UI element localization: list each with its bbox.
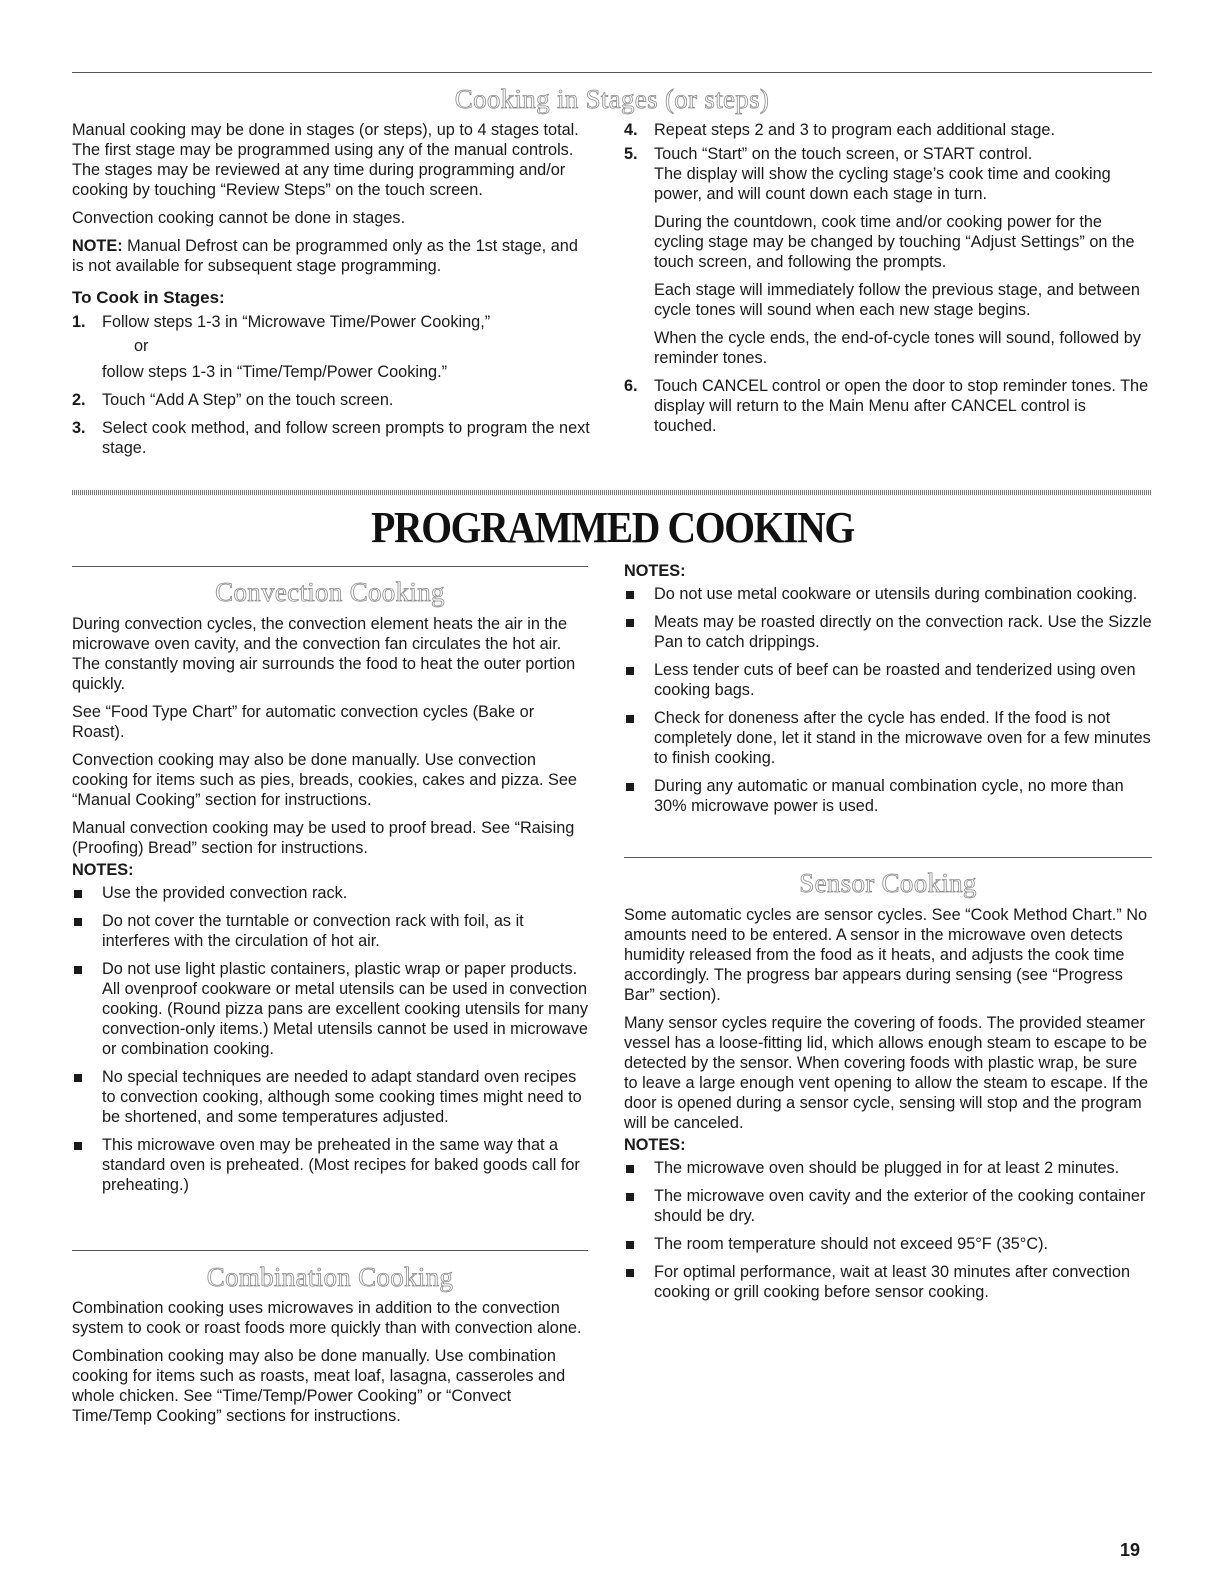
combination-notes-list (624, 584, 1152, 816)
convection-paragraph: During convection cycles, the convection element heats the air in the microwave oven cavity, and the convection fan circulates the hot air. The constantly moving air surrounds the food to heat the outer portion quickly. (72, 615, 576, 693)
note-item (624, 1158, 1152, 1178)
bullet-icon (74, 890, 82, 898)
bullet-icon (626, 1269, 634, 1277)
step-detail: Each stage will immediately follow the previous stage, and between cycle tones will sound when each new stage begins. (654, 281, 1140, 319)
step-item (72, 312, 592, 382)
step-detail: When the cycle ends, the end-of-cycle tones will sound, followed by reminder tones. (654, 329, 1141, 367)
stages-steps-right (624, 120, 1152, 436)
note-text: Meats may be roasted directly on the convection rack. Use the Sizzle Pan to catch drippings. (654, 613, 1152, 651)
note-text: During any automatic or manual combination cycle, no more than 30% microwave power is used. (654, 777, 1124, 815)
combination-notes-column (624, 561, 1152, 824)
step-text: Touch CANCEL control or open the door to stop reminder tones. The display will return to the Main Menu after CANCEL control is touched. (654, 377, 1149, 435)
note-text: This microwave oven may be preheated in the same way that a standard oven is preheated. (Most recipes for baked goods call for preheating.) (102, 1136, 580, 1194)
convection-paragraph: See “Food Type Chart” for automatic convection cycles (Bake or Roast). (72, 703, 535, 741)
step-number: 2. (72, 391, 86, 409)
sensor-notes-label: NOTES: (624, 1136, 686, 1154)
step-or: or (134, 337, 149, 355)
bullet-icon (74, 966, 82, 974)
convection-paragraph: Manual convection cooking may be used to proof bread. See “Raising (Proofing) Bread” section for instructions. (72, 819, 575, 857)
stages-note (72, 236, 592, 276)
note-item (624, 1234, 1152, 1254)
bullet-icon (626, 783, 634, 791)
step-number: 5. (624, 145, 638, 163)
step-text: Touch “Start” on the touch screen, or START control. (654, 145, 1033, 163)
bullet-icon (626, 1193, 634, 1201)
step-text: Repeat steps 2 and 3 to program each additional stage. (654, 121, 1055, 139)
step-number: 6. (624, 377, 638, 395)
step-item (72, 418, 592, 458)
step-text: Select cook method, and follow screen prompts to program the next stage. (102, 419, 590, 457)
bullet-icon (74, 918, 82, 926)
note-text: No special techniques are needed to adapt standard oven recipes to convection cooking, although some cooking times might need to be shortened, and some temperatures adjusted. (102, 1068, 582, 1126)
bullet-icon (626, 1241, 634, 1249)
note-label: NOTE: (72, 237, 123, 255)
note-item (624, 708, 1152, 768)
note-text: The microwave oven cavity and the exterior of the cooking container should be dry. (654, 1187, 1146, 1225)
note-item (624, 584, 1152, 604)
step-detail: During the countdown, cook time and/or cooking power for the cycling stage may be changed by touching “Adjust Settings” on the touch screen, and following the prompts. (654, 213, 1135, 271)
sensor-heading: Sensor Cooking (799, 868, 977, 898)
note-text: Check for doneness after the cycle has ended. If the food is not completely done, let it stand in the microwave oven for a few minutes to finish cooking. (654, 709, 1151, 767)
sensor-paragraph: Some automatic cycles are sensor cycles. See “Cook Method Chart.” No amounts need to be entered. A sensor in the microwave oven detects humidity released from the food as it heats, and adjusts the cook time accordingly. The progress bar appears during sensing (see “Progress Bar” section). (624, 906, 1148, 1004)
combination-column (72, 1298, 588, 1434)
step-item (624, 144, 1152, 368)
convection-notes-list (72, 883, 588, 1195)
step-number: 3. (72, 419, 86, 437)
stages-heading: Cooking in Stages (or steps) (454, 84, 770, 114)
note-text: The microwave oven should be plugged in for at least 2 minutes. (654, 1159, 1120, 1177)
combination-rule (72, 1250, 588, 1251)
note-item (624, 660, 1152, 700)
step-item (72, 390, 592, 410)
step-alt: follow steps 1-3 in “Time/Temp/Power Cooking.” (102, 363, 448, 381)
stages-convection-note: Convection cooking cannot be done in stages. (72, 209, 406, 227)
page-title: PROGRAMMED COOKING (371, 503, 854, 552)
sensor-column (624, 905, 1152, 1310)
stages-right-column (624, 120, 1152, 444)
step-item (624, 376, 1152, 436)
page-number: 19 (1119, 1540, 1140, 1560)
convection-paragraph: Convection cooking may also be done manually. Use convection cooking for items such as pies, breads, cookies, cakes and pizza. See “Manual Cooking” section for instructions. (72, 751, 577, 809)
bullet-icon (626, 1165, 634, 1173)
note-item (72, 1135, 588, 1195)
note-item (72, 883, 588, 903)
step-text: Follow steps 1-3 in “Microwave Time/Power Cooking,” (102, 313, 491, 331)
convection-column (72, 614, 588, 1203)
note-item (72, 911, 588, 951)
note-item (624, 1186, 1152, 1226)
note-text: For optimal performance, wait at least 30 minutes after convection cooking or grill cooking before sensor cooking. (654, 1263, 1130, 1301)
combination-paragraph: Combination cooking uses microwaves in addition to the convection system to cook or roast foods more quickly than with convection alone. (72, 1299, 582, 1337)
step-number: 4. (624, 121, 638, 139)
convection-notes-label: NOTES: (72, 861, 134, 879)
stages-left-column (72, 120, 592, 466)
note-item (624, 1262, 1152, 1302)
note-item (72, 1067, 588, 1127)
note-text: Less tender cuts of beef can be roasted and tenderized using oven cooking bags. (654, 661, 1136, 699)
note-item (72, 959, 588, 1059)
combination-heading: Combination Cooking (206, 1262, 454, 1292)
step-item (624, 120, 1152, 140)
bullet-icon (626, 591, 634, 599)
note-text: The room temperature should not exceed 95°F (35°C). (654, 1235, 1049, 1253)
stages-steps-left (72, 312, 592, 458)
section-divider (72, 490, 1152, 495)
top-rule (72, 72, 1152, 73)
note-text: Do not use light plastic containers, plastic wrap or paper products. All ovenproof cookware or metal utensils can be used in convection cooking. (Round pizza pans are excellent cooking utensils for many convection-only items.) Metal utensils cannot be used in microwave or combination cooking. (102, 960, 588, 1058)
convection-rule (72, 566, 588, 567)
step-number: 1. (72, 313, 86, 331)
bullet-icon (74, 1074, 82, 1082)
bullet-icon (626, 619, 634, 627)
note-text: Do not cover the turntable or convection rack with foil, as it interferes with the circulation of hot air. (102, 912, 524, 950)
combination-notes-label: NOTES: (624, 562, 686, 580)
stages-intro: Manual cooking may be done in stages (or steps), up to 4 stages total. The first stage may be programmed using any of the manual controls. The stages may be reviewed at any time during programming and/or cooking by touching “Review Steps” on the touch screen. (72, 121, 579, 199)
note-item (624, 776, 1152, 816)
convection-heading: Convection Cooking (215, 577, 445, 607)
note-text: Manual Defrost can be programmed only as the 1st stage, and is not available for subsequent stage programming. (72, 237, 578, 275)
step-text: Touch “Add A Step” on the touch screen. (102, 391, 394, 409)
bullet-icon (626, 715, 634, 723)
bullet-icon (74, 1142, 82, 1150)
note-text: Use the provided convection rack. (102, 884, 348, 902)
sensor-rule (624, 857, 1152, 858)
bullet-icon (626, 667, 634, 675)
note-item (624, 612, 1152, 652)
combination-paragraph: Combination cooking may also be done manually. Use combination cooking for items such as roasts, meat loaf, lasagna, casseroles and whole chicken. See “Time/Temp/Power Cooking” or “Convect Time/Temp Cooking” sections for instructions. (72, 1347, 566, 1425)
to-cook-subheading: To Cook in Stages: (72, 288, 225, 307)
step-detail: The display will show the cycling stage’s cook time and cooking power, and will count down each stage in turn. (654, 165, 1111, 203)
sensor-notes-list (624, 1158, 1152, 1302)
sensor-paragraph: Many sensor cycles require the covering of foods. The provided steamer vessel has a loose-fitting lid, which allows enough steam to escape to be detected by the sensor. When covering foods with plastic wrap, be sure to leave a large enough vent opening to allow the steam to escape. If the door is opened during a sensor cycle, sensing will stop and the program will be canceled. (624, 1014, 1149, 1132)
note-text: Do not use metal cookware or utensils during combination cooking. (654, 585, 1138, 603)
